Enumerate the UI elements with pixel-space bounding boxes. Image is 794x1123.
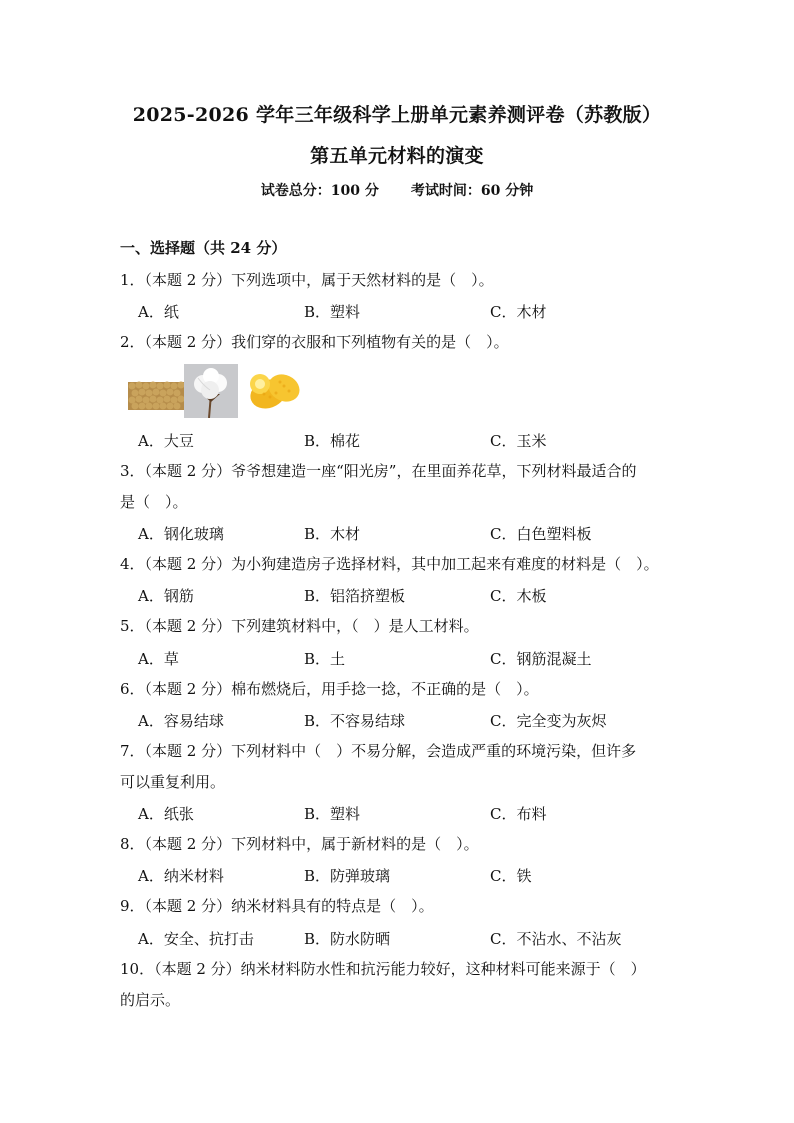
option-b: B．土 (304, 650, 346, 668)
corn-image (240, 364, 308, 418)
option-a: A．纸张 (138, 805, 194, 823)
option-b: B．棉花 (304, 432, 361, 450)
exam-time: 考试时间：60 分钟 (410, 183, 534, 199)
option-b: B．塑料 (304, 303, 361, 321)
question-2: 2．（本题 2 分）我们穿的衣服和下列植物有关的是（ ）。 (120, 333, 509, 351)
option-c: C．木板 (490, 587, 547, 605)
option-a: A．安全、抗打击 (138, 930, 254, 948)
option-c: C．木材 (490, 303, 547, 321)
total-score: 试卷总分：100 分 (260, 183, 379, 199)
option-c: C．玉米 (490, 432, 547, 450)
exam-title: 2025-2026 学年三年级科学上册单元素养测评卷（苏教版） (132, 104, 662, 126)
option-a: A．容易结球 (138, 712, 224, 730)
option-a: A．钢筋 (138, 587, 194, 605)
options-5 (138, 648, 698, 672)
option-a: A．钢化玻璃 (138, 525, 224, 543)
option-c: C．铁 (490, 867, 532, 885)
options-6 (138, 710, 698, 734)
options-2 (138, 430, 698, 454)
question-3: 3．（本题 2 分）爷爷想建造一座“阳光房”，在里面养花草，下列材料最适合的 (120, 462, 637, 480)
option-b: B．木材 (304, 525, 361, 543)
question-4: 4．（本题 2 分）为小狗建造房子选择材料，其中加工起来有难度的材料是（ ）。 (120, 555, 659, 573)
options-9 (138, 928, 698, 952)
question-9: 9．（本题 2 分）纳米材料具有的特点是（ ）。 (120, 897, 434, 915)
options-3 (138, 523, 698, 547)
exam-meta (0, 180, 794, 200)
question-7-cont: 可以重复利用。 (120, 773, 226, 791)
option-c: C．不沾水、不沾灰 (490, 930, 622, 948)
question-3-cont: 是（ ）。 (120, 493, 188, 511)
option-c: C．钢筋混凝土 (490, 650, 592, 668)
cotton-image (184, 364, 238, 418)
soybean-image (128, 364, 184, 418)
option-a: A．纸 (138, 303, 179, 321)
option-b: B．防水防晒 (304, 930, 391, 948)
option-c: C．布料 (490, 805, 547, 823)
option-b: B．不容易结球 (304, 712, 406, 730)
options-4 (138, 585, 698, 609)
section-title: 一、选择题（共 24 分） (120, 239, 287, 257)
unit-title: 第五单元材料的演变 (310, 145, 484, 167)
question-10-cont: 的启示。 (120, 991, 181, 1009)
option-b: B．铝箔挤塑板 (304, 587, 406, 605)
question-7: 7．（本题 2 分）下列材料中（ ）不易分解，会造成严重的环境污染，但许多 (120, 742, 637, 760)
options-7 (138, 803, 698, 827)
options-1 (138, 301, 698, 325)
question-2-images (128, 364, 308, 418)
question-10: 10．（本题 2 分）纳米材料防水性和抗污能力较好，这种材料可能来源于（ ） (120, 960, 646, 978)
option-a: A．纳米材料 (138, 867, 224, 885)
question-5: 5．（本题 2 分）下列建筑材料中，（ ）是人工材料。 (120, 617, 479, 635)
options-8 (138, 865, 698, 889)
question-6: 6．（本题 2 分）棉布燃烧后，用手捻一捻，不正确的是（ ）。 (120, 680, 539, 698)
option-b: B．防弹玻璃 (304, 867, 391, 885)
option-c: C．白色塑料板 (490, 525, 592, 543)
question-1: 1．（本题 2 分）下列选项中，属于天然材料的是（ ）。 (120, 271, 494, 289)
option-a: A．草 (138, 650, 179, 668)
option-b: B．塑料 (304, 805, 361, 823)
option-c: C．完全变为灰烬 (490, 712, 607, 730)
option-a: A．大豆 (138, 432, 194, 450)
question-8: 8．（本题 2 分）下列材料中，属于新材料的是（ ）。 (120, 835, 479, 853)
